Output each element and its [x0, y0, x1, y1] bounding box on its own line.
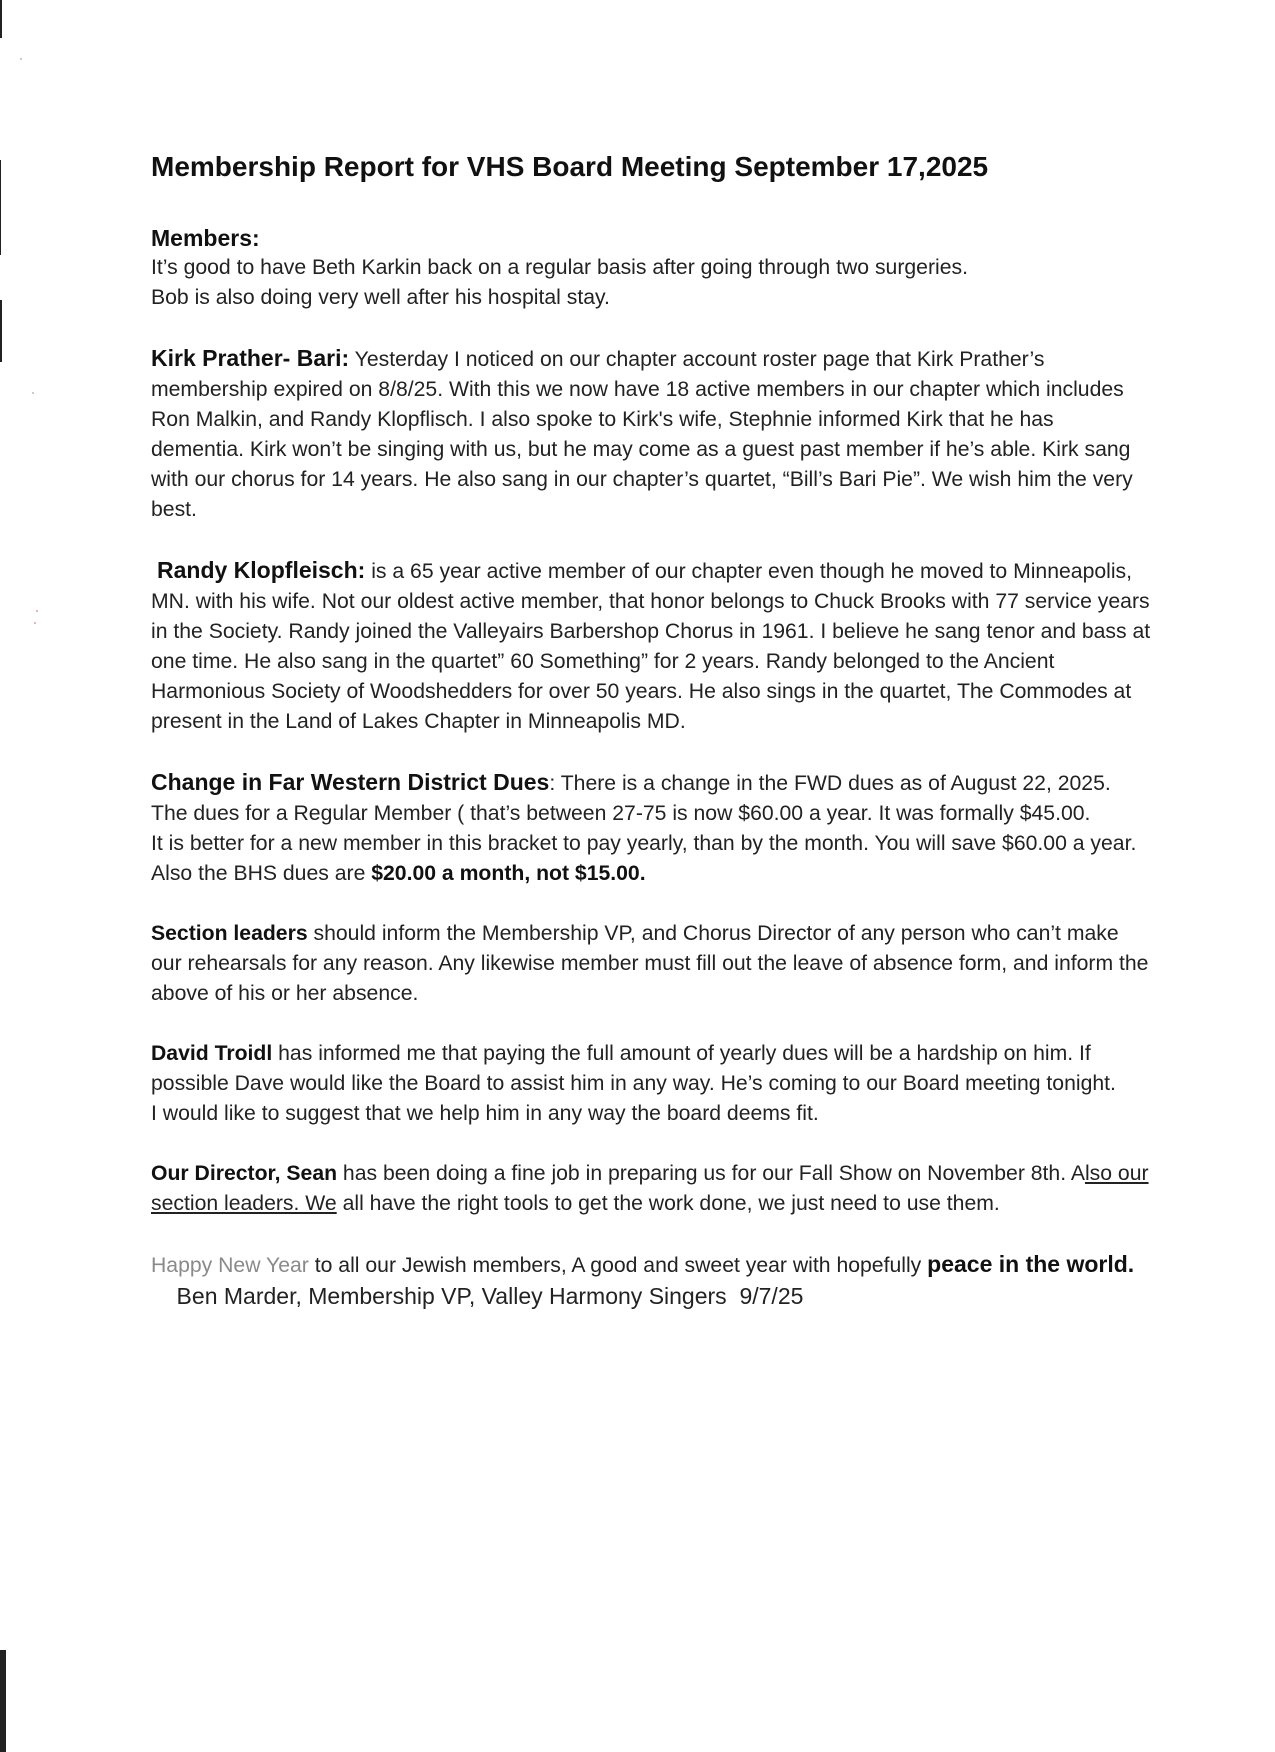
members-heading: Members: — [151, 225, 260, 251]
david-lead: David Troidl — [151, 1042, 273, 1065]
dues-paragraph-2 — [151, 829, 1151, 889]
david-section — [151, 1039, 1151, 1129]
dues-bold-tail: $20.00 a month, not $15.00. — [371, 862, 646, 885]
section-leaders-paragraph — [151, 919, 1151, 1009]
dues-text-2: It is better for a new member in this bracket to pay yearly, than by the month. You will save $60.00 a year. Also the BHS dues are — [151, 832, 1137, 885]
director-paragraph — [151, 1159, 1151, 1219]
scan-edge-mark — [0, 300, 2, 362]
kirk-lead: Kirk Prather- Bari: — [151, 345, 350, 371]
scan-speck — [20, 58, 22, 60]
randy-lead: Randy Klopfleisch: — [157, 557, 366, 583]
members-line-1: It’s good to have Beth Karkin back on a regular basis after going through two surgeries. — [151, 256, 968, 279]
kirk-paragraph — [151, 343, 1151, 525]
closing-paragraph — [151, 1249, 1151, 1313]
closing-faded-text: Happy New Year — [151, 1254, 309, 1277]
scan-speck — [36, 610, 38, 612]
randy-paragraph — [151, 555, 1151, 737]
randy-text: is a 65 year active member of our chapter even though he moved to Minneapolis, MN. with his wife. Not our oldest active member, that honor belongs to Chuck Brooks with 77 service years in the Society. Randy joined the Valleyairs Barbershop Chorus in 1961. I believe he sang tenor and bass at one time. He also sang in the quartet” 60 Something” for 2 years. Randy belonged to the Ancient Harmonious Society of Woodshedders for over 50 years. He also sings in the quartet, The Commodes at present in the Land of Lakes Chapter in Minneapolis MD. — [151, 560, 1151, 733]
scan-edge-mark — [0, 0, 2, 38]
dues-section — [151, 767, 1151, 889]
signature: Ben Marder, Membership VP, Valley Harmony Singers 9/7/25 — [151, 1283, 804, 1309]
director-lead: Our Director, Sean — [151, 1162, 338, 1185]
section-leaders-text: should inform the Membership VP, and Chorus Director of any person who can’t make our rehearsals for any reason. Any likewise member must fill out the leave of absence form, and inform the above of his or her absence. — [151, 922, 1149, 1005]
scan-edge-mark — [0, 1650, 6, 1752]
director-text-1: has been doing a fine job in preparing us for our Fall Show on November 8th. A — [337, 1162, 1085, 1185]
director-section — [151, 1159, 1151, 1219]
closing-bold-text: peace in the world. — [927, 1251, 1135, 1277]
david-paragraph-2: I would like to suggest that we help him in any way the board deems fit. — [151, 1102, 819, 1125]
section-leaders-lead: Section leaders — [151, 922, 308, 945]
kirk-section — [151, 343, 1151, 525]
dues-lead: Change in Far Western District Dues — [151, 769, 550, 795]
closing-section — [151, 1249, 1151, 1313]
dues-paragraph-1 — [151, 767, 1151, 829]
scan-edge-mark — [0, 160, 1, 255]
members-section — [151, 223, 1151, 313]
director-text-2: all have the right tools to get the work done, we just need to use them. — [336, 1192, 1000, 1215]
director-underlined-text: lso our section leaders. We — [151, 1162, 1149, 1215]
section-leaders-section — [151, 919, 1151, 1009]
david-paragraph-1 — [151, 1039, 1151, 1099]
scan-speck — [32, 392, 34, 394]
randy-section — [151, 555, 1151, 737]
scan-speck — [34, 622, 36, 624]
david-text: has informed me that paying the full amount of yearly dues will be a hardship on him. If possible Dave would like the Board to assist him in any way. He’s coming to our Board meeting tonight. — [151, 1042, 1116, 1095]
members-line-2: Bob is also doing very well after his hospital stay. — [151, 286, 610, 309]
dues-text-1: : There is a change in the FWD dues as of August 22, 2025. The dues for a Regular Member ( that’s between 27-75 is now $60.00 a year. It was formally $45.00. — [151, 772, 1111, 825]
page-title: Membership Report for VHS Board Meeting September 17,2025 — [151, 151, 989, 182]
kirk-text: Yesterday I noticed on our chapter account roster page that Kirk Prather’s membership expired on 8/8/25. With this we now have 18 active members in our chapter which includes Ron Malkin, and Randy Klopflisch. I also spoke to Kirk's wife, Stephnie informed Kirk that he has dementia. Kirk won’t be singing with us, but he may come as a guest past member if he’s able. Kirk sang with our chorus for 14 years. He also sang in our chapter’s quartet, “Bill’s Bari Pie”. We wish him the very best. — [151, 348, 1133, 521]
closing-text: to all our Jewish members, A good and sweet year with hopefully — [308, 1254, 928, 1277]
document-page — [151, 145, 1151, 1343]
